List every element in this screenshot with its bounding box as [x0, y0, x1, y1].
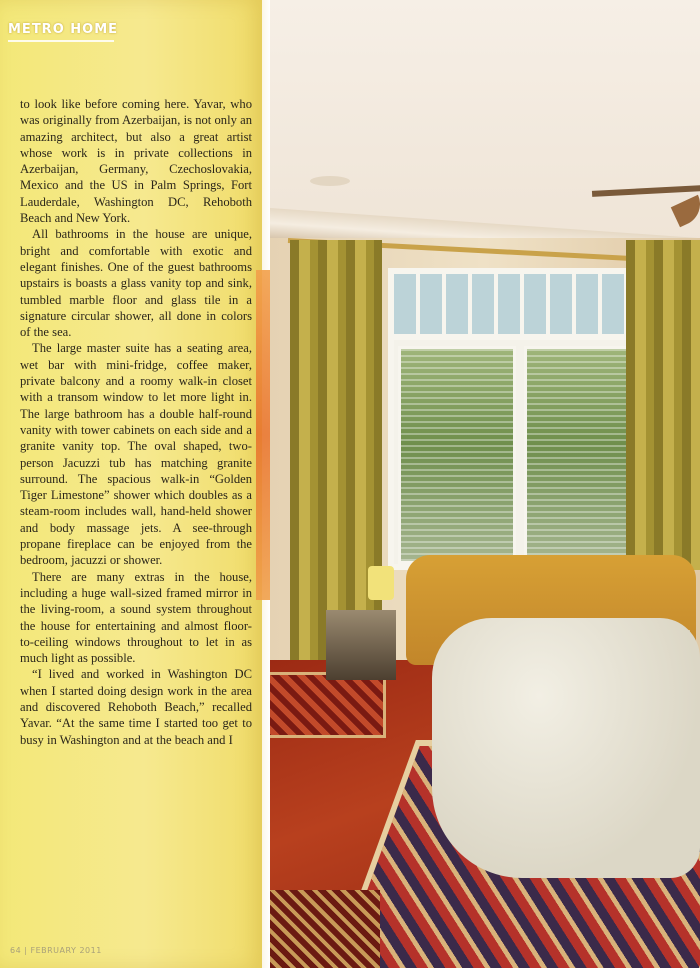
curtain-left [290, 240, 382, 670]
photo-window [388, 268, 650, 570]
article-paragraph: All bathrooms in the house are unique, bright and comfortable with exotic and elegant finishes. One of the guest bathrooms upstairs is boasts a glass vanity top and sink, tumbled marble floor and glass tile in a signature circular shower, all done in colors of the sea. [20, 227, 252, 340]
article-paragraph: The large master suite has a seating area, wet bar with mini-fridge, coffee maker, private balcony and a roomy walk-in closet with a transom window to let more light in. The large bathroom has a double half-round vanity with tower cabinets on each side and a granite vanity top. The oval shaped, two-person Jacuzzi tub has matching granite surround. The spacious walk-in “Golden Tiger Limestone” shower which doubles as a steam-room includes wall, hand-held shower and body massage jets. A see-through propane fireplace can be enjoyed from the bedroom, jacuzzi or shower. [20, 341, 252, 568]
accent-tab [256, 270, 270, 600]
header-underline [8, 40, 114, 42]
page-folio: 64 | FEBRUARY 2011 [10, 946, 102, 955]
side-table [326, 610, 396, 680]
section-header: METRO HOME [8, 22, 119, 37]
rug-small [270, 672, 386, 738]
living-room-photo [270, 0, 700, 968]
transom-window [394, 274, 644, 340]
window-pane-right [524, 346, 642, 564]
rug-corner [270, 890, 380, 968]
curtain-right [626, 240, 700, 570]
article-paragraph: “I lived and worked in Washington DC when I started doing design work in the area and discovered Rehoboth Beach,” recalled Yavar. “At the same time I started too get to busy in Washington and at the beach and I [20, 667, 252, 747]
white-armchair [432, 618, 700, 878]
text-column [0, 0, 262, 968]
article-body [20, 96, 252, 748]
ceiling-light [310, 176, 350, 186]
article-paragraph: There are many extras in the house, including a huge wall-sized framed mirror in the living-room, a sound system throughout the house for entertaining and almost floor-to-ceiling windows throughout to let in as much light as possible. [20, 569, 252, 666]
article-paragraph: to look like before coming here. Yavar, who was originally from Azerbaijan, is not only an amazing architect, but also a great artist whose work is in private collections in Azerbaijan, Germany, Czechoslovakia, Mexico and the US in Palm Springs, Fort Lauderdale, Washington DC, Rehoboth Beach and New York. [20, 97, 252, 226]
table-lamp [368, 566, 394, 600]
window-pane-left [398, 346, 516, 564]
